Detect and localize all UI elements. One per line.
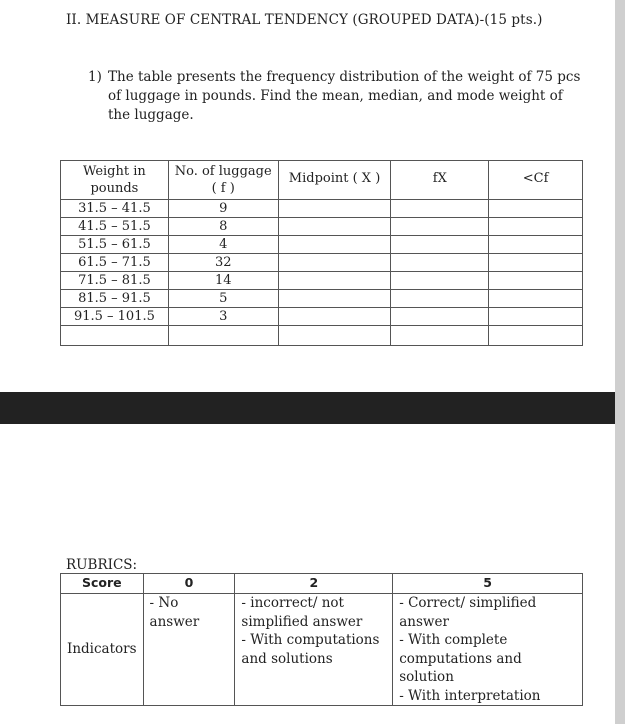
weight-cell: 31.5 – 41.5: [61, 200, 169, 218]
header-luggage-line1: No. of luggage: [174, 164, 272, 179]
cf-cell: [489, 254, 583, 272]
cf-cell: [489, 272, 583, 290]
question-block: [88, 68, 588, 125]
rubrics-label: RUBRICS:: [66, 557, 138, 573]
criteria-line: - incorrect/ not: [241, 595, 344, 611]
midpoint-cell: [278, 218, 391, 236]
cf-cell: [489, 308, 583, 326]
table-row: [61, 236, 583, 254]
fx-cell: [391, 290, 489, 308]
rubrics-indicator-row: [61, 594, 583, 706]
cf-cell: [489, 200, 583, 218]
empty-cell: [168, 326, 278, 346]
midpoint-cell: [278, 272, 391, 290]
header-luggage: [168, 161, 278, 200]
midpoint-cell: [278, 200, 391, 218]
header-score-0: 0: [143, 574, 235, 594]
empty-cell: [391, 326, 489, 346]
header-weight-line2: pounds: [90, 181, 139, 196]
frequency-cell: 4: [168, 236, 278, 254]
weight-cell: 41.5 – 51.5: [61, 218, 169, 236]
weight-cell: 71.5 – 81.5: [61, 272, 169, 290]
criteria-line: - With computations: [241, 632, 380, 648]
frequency-cell: 8: [168, 218, 278, 236]
frequency-table: [60, 160, 583, 346]
criteria-line: and solutions: [241, 650, 333, 667]
empty-cell: [278, 326, 391, 346]
frequency-cell: 3: [168, 308, 278, 326]
midpoint-cell: [278, 236, 391, 254]
frequency-table-header: [61, 161, 583, 200]
scrollbar-track[interactable]: [615, 0, 625, 724]
criteria-line: - With interpretation: [399, 687, 541, 704]
criteria-line: solution: [399, 669, 454, 685]
weight-cell: 51.5 – 61.5: [61, 236, 169, 254]
criteria-score-5: [393, 594, 583, 706]
table-row-total: [61, 326, 583, 346]
table-row: [61, 254, 583, 272]
header-score: Score: [61, 574, 144, 594]
frequency-cell: 9: [168, 200, 278, 218]
weight-cell: 91.5 – 101.5: [61, 308, 169, 326]
criteria-line: - No: [149, 595, 179, 611]
criteria-line: - With complete: [399, 632, 508, 648]
frequency-cell: 14: [168, 272, 278, 290]
midpoint-cell: [278, 290, 391, 308]
header-score-5: 5: [393, 574, 583, 594]
indicators-label: Indicators: [61, 594, 144, 706]
fx-cell: [391, 200, 489, 218]
fx-cell: [391, 308, 489, 326]
cf-cell: [489, 218, 583, 236]
frequency-cell: 32: [168, 254, 278, 272]
rubrics-table: [60, 573, 583, 706]
header-score-2: 2: [235, 574, 393, 594]
header-fx: fX: [391, 161, 489, 200]
fx-cell: [391, 254, 489, 272]
rubrics-header-row: [61, 574, 583, 594]
section-heading: II. MEASURE OF CENTRAL TENDENCY (GROUPED DATA)-(15 pts.): [66, 12, 543, 28]
weight-cell: 81.5 – 91.5: [61, 290, 169, 308]
header-weight-line1: Weight in: [83, 164, 146, 179]
criteria-score-0: [143, 594, 235, 706]
criteria-line: computations and: [399, 650, 522, 667]
weight-cell: 61.5 – 71.5: [61, 254, 169, 272]
header-weight: [61, 161, 169, 200]
frequency-cell: 5: [168, 290, 278, 308]
fx-cell: [391, 236, 489, 254]
cf-cell: [489, 290, 583, 308]
midpoint-cell: [278, 308, 391, 326]
header-cf: <Cf: [489, 161, 583, 200]
table-row: [61, 290, 583, 308]
header-midpoint: Midpoint ( X ): [278, 161, 391, 200]
table-row: [61, 272, 583, 290]
criteria-line: - Correct/ simplified: [399, 595, 537, 611]
empty-cell: [61, 326, 169, 346]
midpoint-cell: [278, 254, 391, 272]
table-row: [61, 218, 583, 236]
dark-divider-band: [0, 392, 615, 424]
table-row: [61, 308, 583, 326]
cf-cell: [489, 236, 583, 254]
criteria-line: answer: [149, 613, 200, 630]
question-text: The table presents the frequency distribution of the weight of 75 pcs of luggage in pounds. Find the mean, median, and mode weight of the luggage.: [108, 69, 581, 123]
criteria-score-2: [235, 594, 393, 706]
fx-cell: [391, 218, 489, 236]
header-luggage-line2: ( f ): [211, 181, 235, 196]
criteria-line: answer: [399, 613, 449, 630]
empty-cell: [489, 326, 583, 346]
question-number: 1): [88, 69, 102, 85]
fx-cell: [391, 272, 489, 290]
criteria-line: simplified answer: [241, 613, 363, 630]
table-row: [61, 200, 583, 218]
